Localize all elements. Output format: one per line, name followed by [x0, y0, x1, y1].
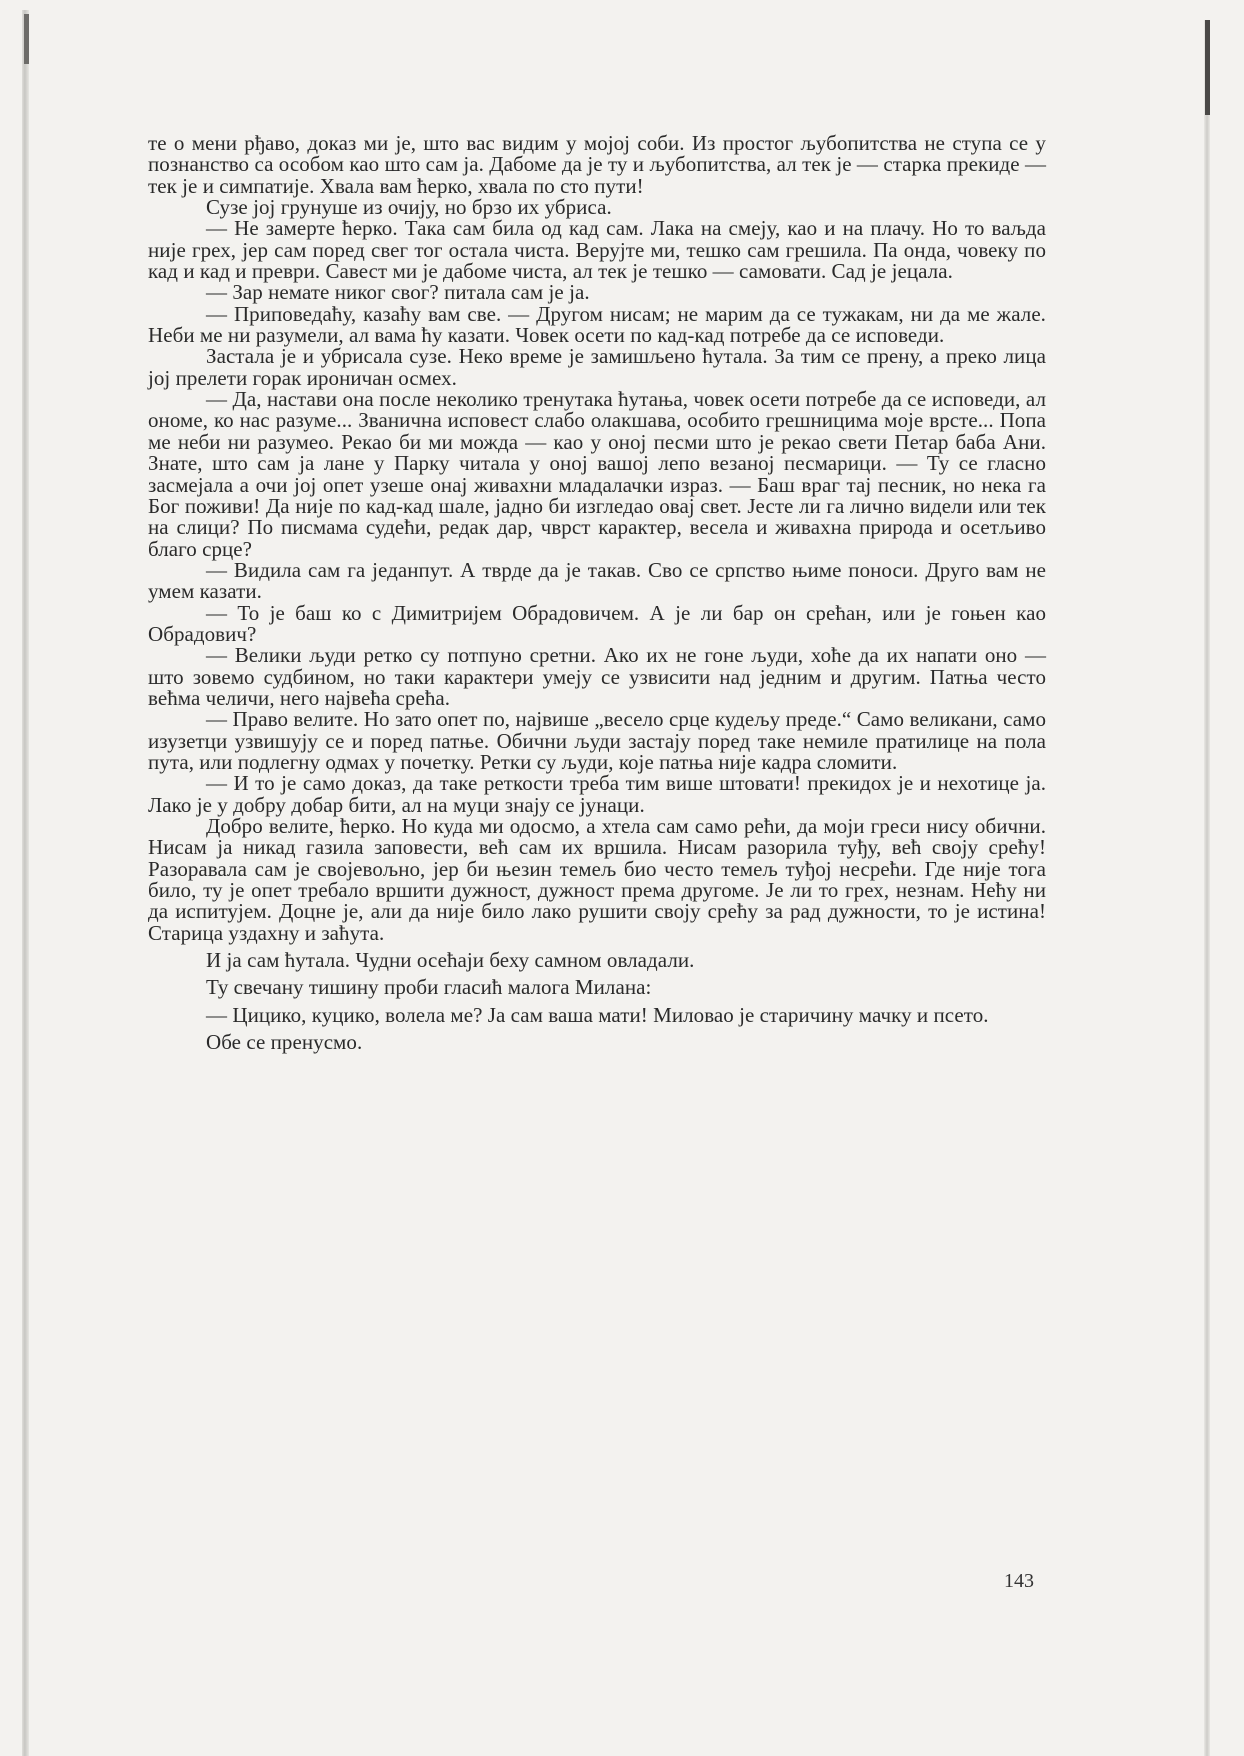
paragraph-3: — Не замерте ћерко. Така сам била од кад сам. Лака на смеју, као и на плачу. Но то ваљда није грех, јер сам поред свег тог остала чиста. Верујте ми, тешко сам грешила. Па онда, човеку по кад и кад и преври. Савест ми је дабоме чиста, ал тек је тешко — самовати. Сад је јецала. — [148, 216, 1046, 284]
paragraph-11: — Право велите. Но зато опет по, највише „весело срце кудељу преде.“ Само великани, само изузетци узвишују се и поред патње. Обични људи застају поред таке немиле пратилице на пола пута, или подлегну одмах у почетку. Ретки су људи, које патња није кадра сломити. — [148, 707, 1046, 774]
paragraph-13: Добро велите, ћерко. Но куда ми одосмо, а хтела сам само рећи, да моји греси нису обични. Нисам ја никад газила заповести, већ сам их вршила. Нисам разорила туђу, већ своју срећу! Разоравала сам је својевољно, јер би њезин темељ био често темељ туђој несрећи. Где није тога било, ту је опет требало вршити дужност, дужност према другоме. Је ли то грех, незнам. Нећу ни да испитујем. Доцне је, али да није било лако рушити своју срећу за рад дужности, то је истина! Старица уздахну и заћута. — [148, 814, 1046, 945]
paragraph-12: — И то је само доказ, да таке реткости треба тим више штовати! прекидох је и нехотице ја. Лако је у добру добар бити, ал на муци знају се јунаци. — [148, 771, 1046, 817]
paragraph-7: — Да, настави она после неколико тренутака ћутања, човек осети потребе да се исповеди, ал ономе, ко нас разуме... Званична исповест слабо олакшава, особито грешницима моје врсте... Попа ме неби ни разумео. Рекао би ми можда — као у оној песми што је рекао свети Петар баба Ани. Знате, што сам ја лане у Парку читала у оној вашој лепо везаној песмарици. — Ту се гласно засмејала а очи јој опет узеше онај живахни младалачки израз. — Баш враг тај песник, но нека га Бог поживи! Да није по кад-кад шале, јадно би изгледао овај свет. Јесте ли га лично видели или тек на слици? По писмама судећи, редак дар, чврст карактер, весела и живахна природа и осетљиво благо срце? — [148, 387, 1046, 561]
paragraph-17: Обе се пренусмо. — [206, 1030, 363, 1055]
paragraph-8: — Видила сам га једанпут. А тврде да је такав. Сво се српство њиме поноси. Друго вам не умем казати. — [148, 557, 1046, 604]
paragraph-16: — Цицико, куцико, волела ме? Ја сам ваша мати! Миловао је старичину мачку и псето. — [206, 1002, 989, 1027]
scan-edge-right-mark — [1205, 20, 1210, 115]
paragraph-1: те о мени рђаво, доказ ми је, што вас видим у мојој соби. Из простог љубопитства не ступа се у познанство са особом као што сам ја. Дабоме да је ту и љубопитства, ал тек је — старка прекиде — тек је и симпатије. Хвала вам ћерко, хвала по сто пути! — [148, 131, 1046, 198]
paragraph-4: — Зар немате никог свог? питала сам је ја. — [206, 280, 590, 305]
paragraph-10: — Велики људи ретко су потпуно сретни. Ако их не гоне људи, хоће да их напати оно — што зовемо судбином, но таки карактери умеју се узвисити над једним и другим. Патња често већма челичи, него највећа срећа. — [148, 643, 1046, 710]
page-number: 143 — [1004, 1570, 1034, 1592]
paragraph-5: — Приповедаћу, казаћу вам све. — Другом нисам; не марим да се тужакам, ни да ме жале. Неби ме ни разумели, ал вама ћу казати. Човек осети по кад-кад потребе да се исповеди. — [148, 301, 1046, 348]
scan-edge-left-mark — [24, 14, 29, 64]
page-body-text — [148, 133, 1046, 1053]
paragraph-14: И ја сам ћутала. Чудни осећаји беху самном овладали. — [206, 948, 695, 973]
scan-edge-left — [22, 10, 29, 1756]
paragraph-6: Застала је и убрисала сузе. Неко време је замишљено ћутала. За тим се прену, а преко лица јој прелети горак ироничан осмех. — [148, 344, 1046, 390]
paragraph-9: — То је баш ко с Димитријем Обрадовичем. А је ли бар он срећан, или је гоњен као Обрадович? — [148, 600, 1046, 646]
paragraph-2: Сузе јој грунуше из очију, но брзо их убриса. — [206, 195, 612, 220]
paragraph-15: Ту свечану тишину проби гласић малога Милана: — [206, 975, 652, 1000]
scan-edge-right — [1204, 20, 1210, 1756]
